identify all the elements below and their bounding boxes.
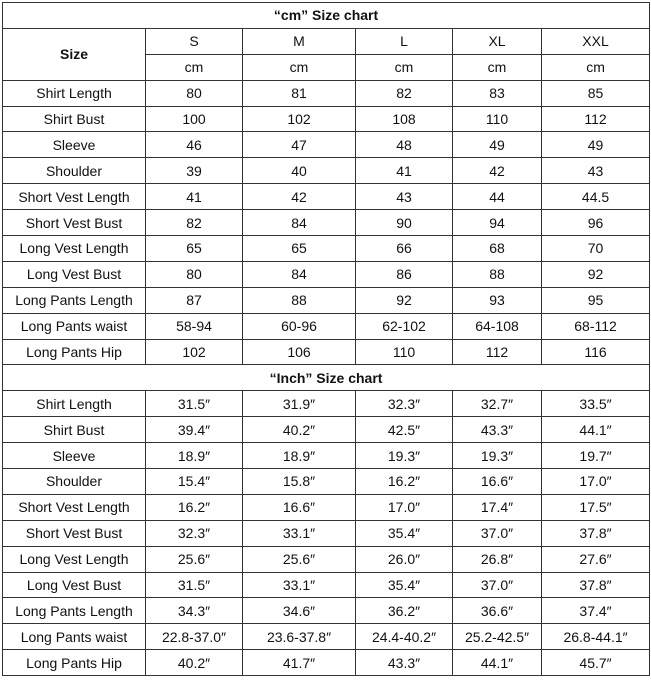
measurement-value: 37.8″ bbox=[542, 520, 650, 546]
measurement-label: Short Vest Length bbox=[3, 184, 146, 210]
inch-table-row bbox=[3, 520, 650, 546]
measurement-value: 34.3″ bbox=[146, 598, 243, 624]
measurement-value: 37.0″ bbox=[453, 520, 542, 546]
measurement-label: Long Pants Length bbox=[3, 598, 146, 624]
size-header-xxl: XXL bbox=[542, 28, 650, 54]
inch-table-row bbox=[3, 598, 650, 624]
measurement-value: 58-94 bbox=[146, 313, 243, 339]
measurement-value: 26.8″ bbox=[453, 546, 542, 572]
cm-table-row bbox=[3, 106, 650, 132]
measurement-label: Long Pants waist bbox=[3, 624, 146, 650]
measurement-value: 33.5″ bbox=[542, 391, 650, 417]
measurement-value: 62-102 bbox=[356, 313, 453, 339]
measurement-value: 31.5″ bbox=[146, 572, 243, 598]
measurement-value: 16.6″ bbox=[453, 469, 542, 495]
cm-title-row bbox=[3, 3, 650, 29]
measurement-value: 19.7″ bbox=[542, 443, 650, 469]
measurement-value: 64-108 bbox=[453, 313, 542, 339]
measurement-value: 40.2″ bbox=[146, 650, 243, 676]
measurement-value: 88 bbox=[453, 261, 542, 287]
measurement-value: 84 bbox=[243, 261, 356, 287]
size-chart-body bbox=[3, 3, 650, 676]
measurement-value: 68 bbox=[453, 236, 542, 262]
cm-table-row bbox=[3, 132, 650, 158]
measurement-value: 36.2″ bbox=[356, 598, 453, 624]
measurement-label: Shirt Bust bbox=[3, 106, 146, 132]
measurement-value: 17.4″ bbox=[453, 494, 542, 520]
measurement-value: 95 bbox=[542, 287, 650, 313]
measurement-value: 27.6″ bbox=[542, 546, 650, 572]
measurement-value: 70 bbox=[542, 236, 650, 262]
inch-table-row bbox=[3, 572, 650, 598]
measurement-value: 88 bbox=[243, 287, 356, 313]
size-header-label: Size bbox=[3, 28, 146, 80]
measurement-label: Sleeve bbox=[3, 132, 146, 158]
measurement-value: 39 bbox=[146, 158, 243, 184]
measurement-value: 22.8-37.0″ bbox=[146, 624, 243, 650]
measurement-value: 80 bbox=[146, 261, 243, 287]
measurement-value: 19.3″ bbox=[356, 443, 453, 469]
measurement-value: 102 bbox=[243, 106, 356, 132]
unit-header-l: cm bbox=[356, 54, 453, 80]
measurement-value: 32.3″ bbox=[146, 520, 243, 546]
measurement-value: 16.2″ bbox=[146, 494, 243, 520]
unit-header-xxl: cm bbox=[542, 54, 650, 80]
measurement-value: 15.8″ bbox=[243, 469, 356, 495]
measurement-label: Long Vest Length bbox=[3, 236, 146, 262]
cm-table-row bbox=[3, 339, 650, 365]
size-header-row bbox=[3, 28, 650, 54]
measurement-value: 34.6″ bbox=[243, 598, 356, 624]
size-header-l: L bbox=[356, 28, 453, 54]
measurement-value: 26.8-44.1″ bbox=[542, 624, 650, 650]
measurement-label: Long Vest Length bbox=[3, 546, 146, 572]
measurement-value: 48 bbox=[356, 132, 453, 158]
measurement-value: 84 bbox=[243, 210, 356, 236]
measurement-value: 44.5 bbox=[542, 184, 650, 210]
measurement-value: 106 bbox=[243, 339, 356, 365]
measurement-label: Shoulder bbox=[3, 158, 146, 184]
measurement-value: 40.2″ bbox=[243, 417, 356, 443]
measurement-value: 44.1″ bbox=[453, 650, 542, 676]
measurement-label: Shirt Bust bbox=[3, 417, 146, 443]
measurement-value: 82 bbox=[356, 80, 453, 106]
inch-title-row bbox=[3, 365, 650, 391]
measurement-label: Shirt Length bbox=[3, 391, 146, 417]
measurement-value: 93 bbox=[453, 287, 542, 313]
measurement-value: 47 bbox=[243, 132, 356, 158]
measurement-label: Short Vest Bust bbox=[3, 520, 146, 546]
measurement-label: Short Vest Bust bbox=[3, 210, 146, 236]
inch-table-row bbox=[3, 469, 650, 495]
measurement-value: 17.0″ bbox=[356, 494, 453, 520]
measurement-value: 37.8″ bbox=[542, 572, 650, 598]
measurement-value: 32.3″ bbox=[356, 391, 453, 417]
measurement-value: 85 bbox=[542, 80, 650, 106]
inch-chart-title: “Inch” Size chart bbox=[3, 365, 650, 391]
measurement-value: 42.5″ bbox=[356, 417, 453, 443]
size-chart-table bbox=[2, 2, 650, 676]
measurement-value: 35.4″ bbox=[356, 572, 453, 598]
measurement-label: Shoulder bbox=[3, 469, 146, 495]
cm-table-row bbox=[3, 158, 650, 184]
measurement-value: 31.5″ bbox=[146, 391, 243, 417]
measurement-value: 35.4″ bbox=[356, 520, 453, 546]
measurement-value: 41 bbox=[356, 158, 453, 184]
measurement-value: 92 bbox=[542, 261, 650, 287]
measurement-label: Short Vest Length bbox=[3, 494, 146, 520]
measurement-value: 68-112 bbox=[542, 313, 650, 339]
measurement-value: 110 bbox=[356, 339, 453, 365]
cm-table-row bbox=[3, 236, 650, 262]
measurement-value: 112 bbox=[542, 106, 650, 132]
measurement-value: 17.0″ bbox=[542, 469, 650, 495]
measurement-value: 43.3″ bbox=[453, 417, 542, 443]
cm-table-row bbox=[3, 287, 650, 313]
measurement-value: 43 bbox=[356, 184, 453, 210]
measurement-value: 26.0″ bbox=[356, 546, 453, 572]
measurement-value: 87 bbox=[146, 287, 243, 313]
measurement-value: 40 bbox=[243, 158, 356, 184]
measurement-value: 42 bbox=[453, 158, 542, 184]
measurement-value: 66 bbox=[356, 236, 453, 262]
measurement-value: 82 bbox=[146, 210, 243, 236]
measurement-label: Long Pants Hip bbox=[3, 339, 146, 365]
measurement-value: 37.0″ bbox=[453, 572, 542, 598]
measurement-value: 25.6″ bbox=[146, 546, 243, 572]
measurement-value: 83 bbox=[453, 80, 542, 106]
measurement-value: 110 bbox=[453, 106, 542, 132]
measurement-value: 18.9″ bbox=[146, 443, 243, 469]
unit-header-xl: cm bbox=[453, 54, 542, 80]
measurement-value: 41 bbox=[146, 184, 243, 210]
measurement-label: Long Pants Length bbox=[3, 287, 146, 313]
measurement-value: 16.6″ bbox=[243, 494, 356, 520]
measurement-value: 81 bbox=[243, 80, 356, 106]
unit-header-s: cm bbox=[146, 54, 243, 80]
measurement-value: 80 bbox=[146, 80, 243, 106]
measurement-value: 33.1″ bbox=[243, 572, 356, 598]
measurement-value: 49 bbox=[542, 132, 650, 158]
measurement-value: 108 bbox=[356, 106, 453, 132]
unit-header-m: cm bbox=[243, 54, 356, 80]
measurement-value: 94 bbox=[453, 210, 542, 236]
measurement-value: 41.7″ bbox=[243, 650, 356, 676]
cm-table-row bbox=[3, 210, 650, 236]
measurement-value: 17.5″ bbox=[542, 494, 650, 520]
measurement-value: 60-96 bbox=[243, 313, 356, 339]
measurement-value: 37.4″ bbox=[542, 598, 650, 624]
measurement-value: 96 bbox=[542, 210, 650, 236]
measurement-value: 92 bbox=[356, 287, 453, 313]
cm-table-row bbox=[3, 261, 650, 287]
measurement-label: Long Vest Bust bbox=[3, 572, 146, 598]
measurement-value: 102 bbox=[146, 339, 243, 365]
measurement-value: 36.6″ bbox=[453, 598, 542, 624]
measurement-value: 86 bbox=[356, 261, 453, 287]
measurement-value: 42 bbox=[243, 184, 356, 210]
measurement-label: Shirt Length bbox=[3, 80, 146, 106]
measurement-value: 31.9″ bbox=[243, 391, 356, 417]
measurement-value: 43.3″ bbox=[356, 650, 453, 676]
measurement-value: 65 bbox=[146, 236, 243, 262]
measurement-value: 46 bbox=[146, 132, 243, 158]
measurement-value: 23.6-37.8″ bbox=[243, 624, 356, 650]
measurement-label: Long Vest Bust bbox=[3, 261, 146, 287]
inch-table-row bbox=[3, 417, 650, 443]
measurement-value: 112 bbox=[453, 339, 542, 365]
size-header-m: M bbox=[243, 28, 356, 54]
measurement-value: 18.9″ bbox=[243, 443, 356, 469]
measurement-value: 90 bbox=[356, 210, 453, 236]
inch-table-row bbox=[3, 391, 650, 417]
measurement-value: 24.4-40.2″ bbox=[356, 624, 453, 650]
cm-table-row bbox=[3, 80, 650, 106]
measurement-value: 116 bbox=[542, 339, 650, 365]
inch-table-row bbox=[3, 624, 650, 650]
measurement-value: 32.7″ bbox=[453, 391, 542, 417]
measurement-value: 25.2-42.5″ bbox=[453, 624, 542, 650]
measurement-value: 49 bbox=[453, 132, 542, 158]
measurement-value: 43 bbox=[542, 158, 650, 184]
measurement-label: Sleeve bbox=[3, 443, 146, 469]
measurement-value: 15.4″ bbox=[146, 469, 243, 495]
measurement-value: 39.4″ bbox=[146, 417, 243, 443]
inch-table-row bbox=[3, 546, 650, 572]
inch-table-row bbox=[3, 650, 650, 676]
inch-table-row bbox=[3, 494, 650, 520]
measurement-value: 44 bbox=[453, 184, 542, 210]
size-header-xl: XL bbox=[453, 28, 542, 54]
measurement-label: Long Pants waist bbox=[3, 313, 146, 339]
cm-table-row bbox=[3, 184, 650, 210]
measurement-value: 45.7″ bbox=[542, 650, 650, 676]
cm-table-row bbox=[3, 313, 650, 339]
size-header-s: S bbox=[146, 28, 243, 54]
measurement-value: 25.6″ bbox=[243, 546, 356, 572]
measurement-label: Long Pants Hip bbox=[3, 650, 146, 676]
cm-chart-title: “cm” Size chart bbox=[3, 3, 650, 29]
measurement-value: 19.3″ bbox=[453, 443, 542, 469]
measurement-value: 44.1″ bbox=[542, 417, 650, 443]
measurement-value: 16.2″ bbox=[356, 469, 453, 495]
inch-table-row bbox=[3, 443, 650, 469]
measurement-value: 65 bbox=[243, 236, 356, 262]
measurement-value: 33.1″ bbox=[243, 520, 356, 546]
measurement-value: 100 bbox=[146, 106, 243, 132]
